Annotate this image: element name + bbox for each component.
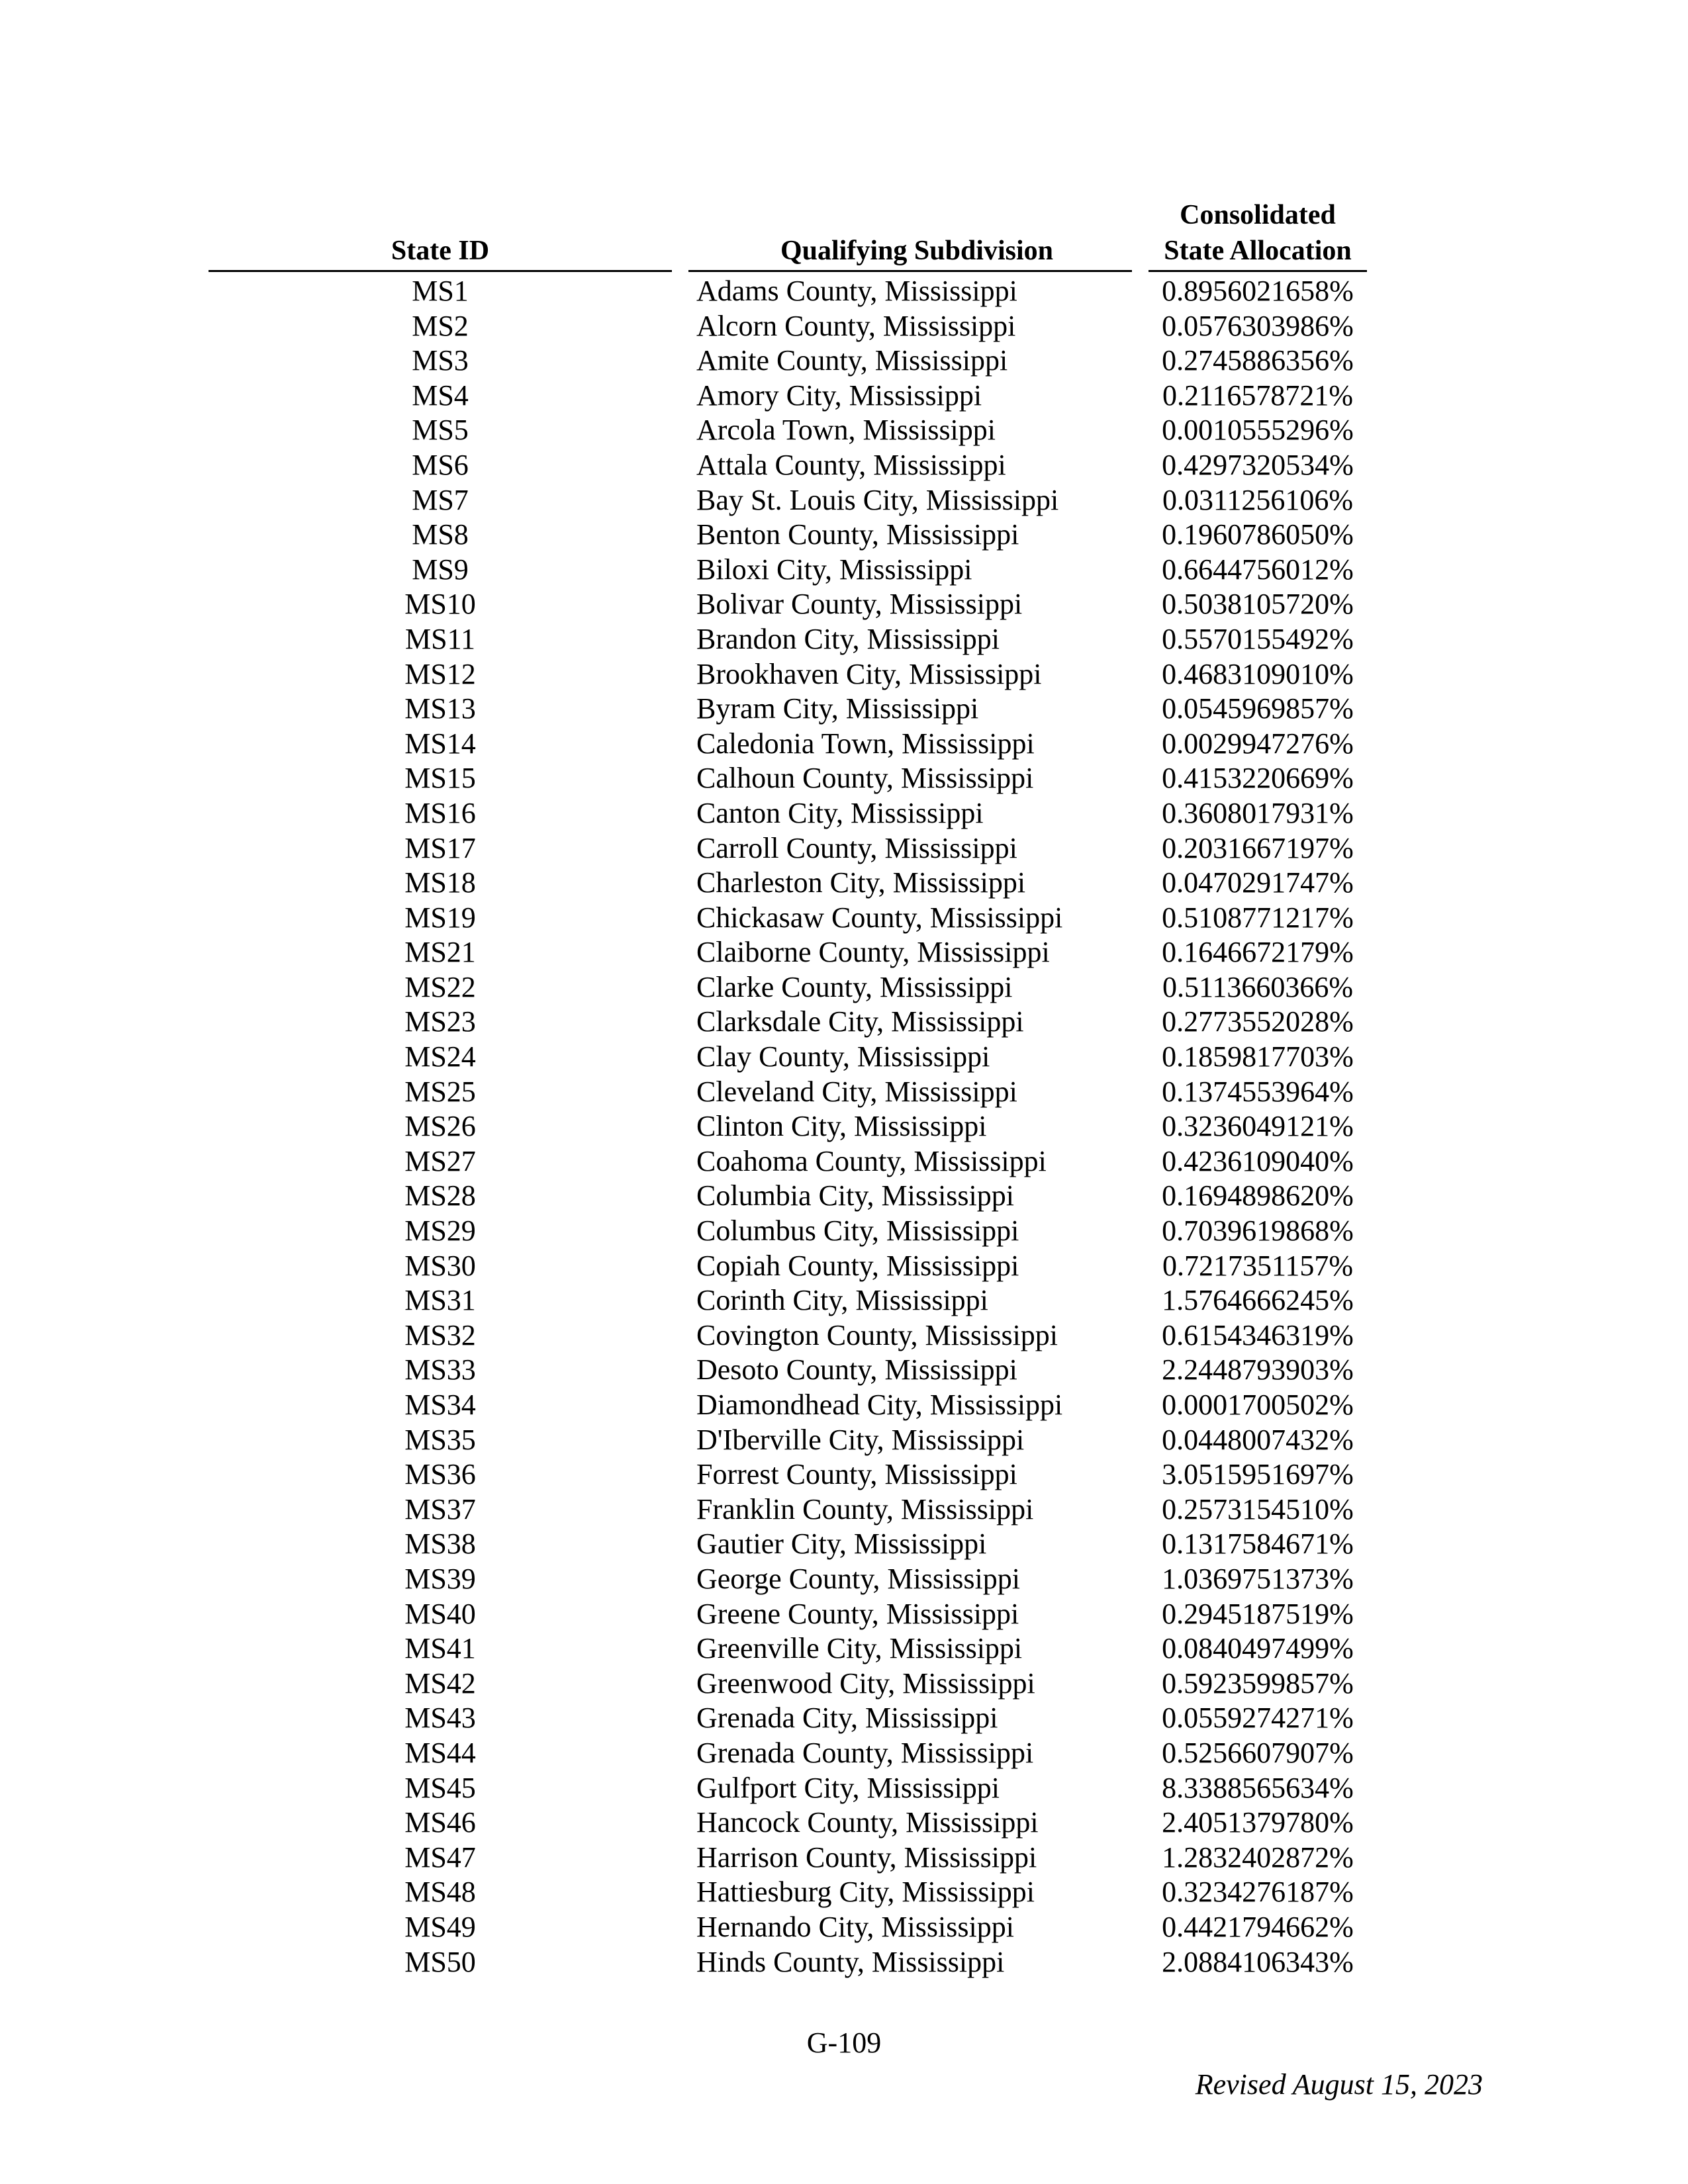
table-row [0,1562,1688,1597]
table-row [0,1109,1688,1144]
allocation-cell: 0.3236049121% [1162,1110,1354,1143]
subdivision-cell: Grenada City, Mississippi [696,1702,998,1735]
subdivision-cell: Adams County, Mississippi [696,275,1017,307]
table-row [0,727,1688,762]
state-id-cell: MS41 [404,1632,476,1665]
table-row [0,1179,1688,1214]
subdivision-cell: Hinds County, Mississippi [696,1945,1005,1978]
table-row [0,796,1688,831]
allocation-cell: 0.3608017931% [1162,796,1354,829]
subdivision-cell: Corinth City, Mississippi [696,1284,988,1317]
subdivision-cell: Clinton City, Mississippi [696,1110,987,1143]
table-row [0,1736,1688,1771]
subdivision-cell: Greenwood City, Mississippi [696,1666,1035,1700]
header-rule-allocation [1149,270,1367,272]
allocation-cell: 0.0840497499% [1162,1632,1354,1665]
column-header-state-allocation-line2: State Allocation [1164,236,1352,266]
table-row [0,622,1688,657]
allocation-table-body [0,274,1688,1979]
state-id-cell: MS8 [412,518,469,551]
state-id-cell: MS46 [404,1806,476,1839]
column-header-state-allocation [1149,197,1367,269]
subdivision-cell: Hernando City, Mississippi [696,1910,1014,1943]
subdivision-cell: Forrest County, Mississippi [696,1458,1017,1491]
state-id-cell: MS1 [412,275,469,307]
subdivision-cell: Carroll County, Mississippi [696,831,1017,864]
subdivision-cell: Clarksdale City, Mississippi [696,1005,1024,1038]
allocation-cell: 0.5923599857% [1162,1666,1354,1700]
allocation-cell: 0.4236109040% [1162,1144,1354,1177]
state-id-cell: MS47 [404,1841,476,1874]
subdivision-cell: Hattiesburg City, Mississippi [696,1876,1035,1909]
subdivision-cell: Harrison County, Mississippi [696,1841,1037,1874]
state-id-cell: MS14 [404,727,476,760]
subdivision-cell: Columbus City, Mississippi [696,1214,1019,1248]
subdivision-cell: Biloxi City, Mississippi [696,553,972,586]
state-id-cell: MS32 [404,1318,476,1351]
subdivision-cell: Amory City, Mississippi [696,379,982,412]
state-id-cell: MS50 [404,1945,476,1978]
table-row [0,1666,1688,1702]
allocation-cell: 0.4683109010% [1162,657,1354,690]
state-id-cell: MS18 [404,866,476,899]
table-row [0,343,1688,379]
subdivision-cell: Clay County, Mississippi [696,1040,990,1073]
allocation-cell: 0.0029947276% [1162,727,1354,760]
table-row [0,1841,1688,1876]
allocation-cell: 0.4153220669% [1162,762,1354,795]
revision-date: Revised August 15, 2023 [1195,2068,1483,2101]
allocation-cell: 0.0559274271% [1162,1702,1354,1735]
allocation-cell: 8.3388565634% [1162,1771,1354,1804]
table-row [0,935,1688,970]
table-row [0,1875,1688,1910]
state-id-cell: MS36 [404,1458,476,1491]
subdivision-cell: Greenville City, Mississippi [696,1632,1023,1665]
table-row [0,1005,1688,1040]
subdivision-cell: Brandon City, Mississippi [696,622,1000,655]
allocation-cell: 0.4421794662% [1162,1910,1354,1943]
state-id-cell: MS34 [404,1388,476,1421]
allocation-cell: 0.0311256106% [1162,483,1354,516]
state-id-cell: MS39 [404,1562,476,1595]
allocation-cell: 0.0010555296% [1162,414,1354,447]
subdivision-cell: Chickasaw County, Mississippi [696,901,1063,934]
allocation-cell: 0.1646672179% [1162,936,1354,969]
state-id-cell: MS31 [404,1284,476,1317]
state-id-cell: MS10 [404,588,476,621]
table-row [0,1771,1688,1806]
state-id-cell: MS33 [404,1353,476,1387]
subdivision-cell: Covington County, Mississippi [696,1318,1058,1351]
subdivision-cell: Cleveland City, Mississippi [696,1075,1017,1108]
subdivision-cell: Benton County, Mississippi [696,518,1019,551]
state-id-cell: MS48 [404,1876,476,1909]
subdivision-cell: Arcola Town, Mississippi [696,414,996,447]
state-id-cell: MS38 [404,1527,476,1561]
subdivision-cell: Grenada County, Mississippi [696,1736,1034,1769]
state-id-cell: MS9 [412,553,469,586]
subdivision-cell: Byram City, Mississippi [696,692,979,725]
subdivision-cell: Bolivar County, Mississippi [696,588,1023,621]
table-row [0,901,1688,936]
subdivision-cell: Alcorn County, Mississippi [696,309,1016,342]
table-row [0,831,1688,866]
subdivision-cell: Gulfport City, Mississippi [696,1771,1000,1804]
table-row [0,518,1688,553]
state-id-cell: MS22 [404,970,476,1003]
allocation-cell: 3.0515951697% [1162,1458,1354,1491]
subdivision-cell: Greene County, Mississippi [696,1597,1019,1630]
state-id-cell: MS29 [404,1214,476,1248]
table-row [0,553,1688,588]
table-row [0,448,1688,483]
table-row [0,1527,1688,1562]
allocation-cell: 0.5570155492% [1162,622,1354,655]
allocation-cell: 0.5108771217% [1162,901,1354,934]
subdivision-cell: Attala County, Mississippi [696,448,1006,481]
subdivision-cell: Canton City, Mississippi [696,796,984,829]
header-rule-state-id [209,270,672,272]
table-row [0,657,1688,692]
allocation-cell: 0.5113660366% [1162,970,1354,1003]
subdivision-cell: Gautier City, Mississippi [696,1527,987,1561]
table-row [0,1805,1688,1841]
subdivision-cell: Franklin County, Mississippi [696,1492,1034,1525]
subdivision-cell: Calhoun County, Mississippi [696,762,1034,795]
allocation-cell: 0.6644756012% [1162,553,1354,586]
allocation-cell: 0.2573154510% [1162,1492,1354,1525]
state-id-cell: MS44 [404,1736,476,1769]
state-id-cell: MS3 [412,344,469,377]
state-id-cell: MS28 [404,1179,476,1212]
subdivision-cell: George County, Mississippi [696,1562,1020,1595]
state-id-cell: MS40 [404,1597,476,1630]
table-row [0,309,1688,344]
state-id-cell: MS42 [404,1666,476,1700]
allocation-cell: 0.0470291747% [1162,866,1354,899]
table-row [0,379,1688,414]
page-number: G-109 [806,2026,882,2059]
table-row [0,1388,1688,1423]
state-id-cell: MS2 [412,309,469,342]
state-id-cell: MS37 [404,1492,476,1525]
allocation-cell: 0.0545969857% [1162,692,1354,725]
allocation-cell: 0.1694898620% [1162,1179,1354,1212]
table-row [0,1597,1688,1632]
subdivision-cell: Clarke County, Mississippi [696,970,1013,1003]
state-id-cell: MS27 [404,1144,476,1177]
allocation-cell: 0.7039619868% [1162,1214,1354,1248]
table-row [0,970,1688,1005]
subdivision-cell: Brookhaven City, Mississippi [696,657,1042,690]
table-row [0,1423,1688,1458]
table-row [0,1040,1688,1075]
table-row [0,1075,1688,1110]
subdivision-cell: Copiah County, Mississippi [696,1249,1019,1282]
subdivision-cell: Diamondhead City, Mississippi [696,1388,1063,1421]
table-row [0,1631,1688,1666]
allocation-cell: 0.4297320534% [1162,448,1354,481]
table-row [0,1945,1688,1980]
state-id-cell: MS11 [405,622,475,655]
table-row [0,1353,1688,1388]
table-row [0,413,1688,448]
subdivision-cell: Caledonia Town, Mississippi [696,727,1035,760]
subdivision-cell: Amite County, Mississippi [696,344,1008,377]
table-row [0,1318,1688,1353]
state-id-cell: MS21 [404,936,476,969]
state-id-cell: MS35 [404,1423,476,1456]
column-header-qualifying-subdivision: Qualifying Subdivision [780,236,1054,266]
allocation-cell: 0.2031667197% [1162,831,1354,864]
state-id-cell: MS19 [404,901,476,934]
allocation-cell: 1.0369751373% [1162,1562,1354,1595]
allocation-cell: 1.5764666245% [1162,1284,1354,1317]
state-id-cell: MS30 [404,1249,476,1282]
column-header-state-allocation-line1: Consolidated [1180,200,1336,230]
table-row [0,1283,1688,1318]
table-row [0,274,1688,309]
allocation-cell: 0.1374553964% [1162,1075,1354,1108]
table-row [0,761,1688,796]
state-id-cell: MS26 [404,1110,476,1143]
allocation-cell: 0.6154346319% [1162,1318,1354,1351]
allocation-cell: 0.0448007432% [1162,1423,1354,1456]
state-id-cell: MS6 [412,448,469,481]
column-header-state-id: State ID [391,236,490,266]
subdivision-cell: Charleston City, Mississippi [696,866,1026,899]
allocation-cell: 0.7217351157% [1162,1249,1354,1282]
subdivision-cell: Claiborne County, Mississippi [696,936,1050,969]
table-row [0,692,1688,727]
allocation-cell: 2.4051379780% [1162,1806,1354,1839]
allocation-cell: 0.1960786050% [1162,518,1354,551]
allocation-cell: 0.0576303986% [1162,309,1354,342]
header-rule-subdivision [688,270,1132,272]
allocation-cell: 0.2116578721% [1162,379,1354,412]
allocation-cell: 0.5038105720% [1162,588,1354,621]
subdivision-cell: Coahoma County, Mississippi [696,1144,1047,1177]
allocation-cell: 0.1859817703% [1162,1040,1354,1073]
allocation-cell: 1.2832402872% [1162,1841,1354,1874]
allocation-cell: 0.3234276187% [1162,1876,1354,1909]
state-id-cell: MS45 [404,1771,476,1804]
subdivision-cell: Desoto County, Mississippi [696,1353,1017,1387]
state-id-cell: MS4 [412,379,469,412]
allocation-cell: 0.8956021658% [1162,275,1354,307]
allocation-cell: 2.0884106343% [1162,1945,1354,1978]
table-row [0,866,1688,901]
subdivision-cell: Hancock County, Mississippi [696,1806,1039,1839]
allocation-cell: 0.2945187519% [1162,1597,1354,1630]
allocation-cell: 0.1317584671% [1162,1527,1354,1561]
state-id-cell: MS13 [404,692,476,725]
subdivision-cell: Columbia City, Mississippi [696,1179,1015,1212]
allocation-cell: 0.5256607907% [1162,1736,1354,1769]
state-id-cell: MS23 [404,1005,476,1038]
table-row [0,1910,1688,1945]
state-id-cell: MS16 [404,796,476,829]
table-row [0,1144,1688,1179]
state-id-cell: MS25 [404,1075,476,1108]
table-row [0,1249,1688,1284]
allocation-cell: 0.0001700502% [1162,1388,1354,1421]
allocation-cell: 0.2745886356% [1162,344,1354,377]
allocation-cell: 2.2448793903% [1162,1353,1354,1387]
state-id-cell: MS24 [404,1040,476,1073]
state-id-cell: MS43 [404,1702,476,1735]
state-id-cell: MS49 [404,1910,476,1943]
state-id-cell: MS5 [412,414,469,447]
state-id-cell: MS7 [412,483,469,516]
allocation-cell: 0.2773552028% [1162,1005,1354,1038]
state-id-cell: MS17 [404,831,476,864]
table-row [0,1457,1688,1492]
subdivision-cell: D'Iberville City, Mississippi [696,1423,1025,1456]
table-row [0,1214,1688,1249]
table-row [0,587,1688,622]
table-row [0,1701,1688,1736]
subdivision-cell: Bay St. Louis City, Mississippi [696,483,1059,516]
state-id-cell: MS12 [404,657,476,690]
state-id-cell: MS15 [404,762,476,795]
table-row [0,483,1688,518]
table-row [0,1492,1688,1527]
